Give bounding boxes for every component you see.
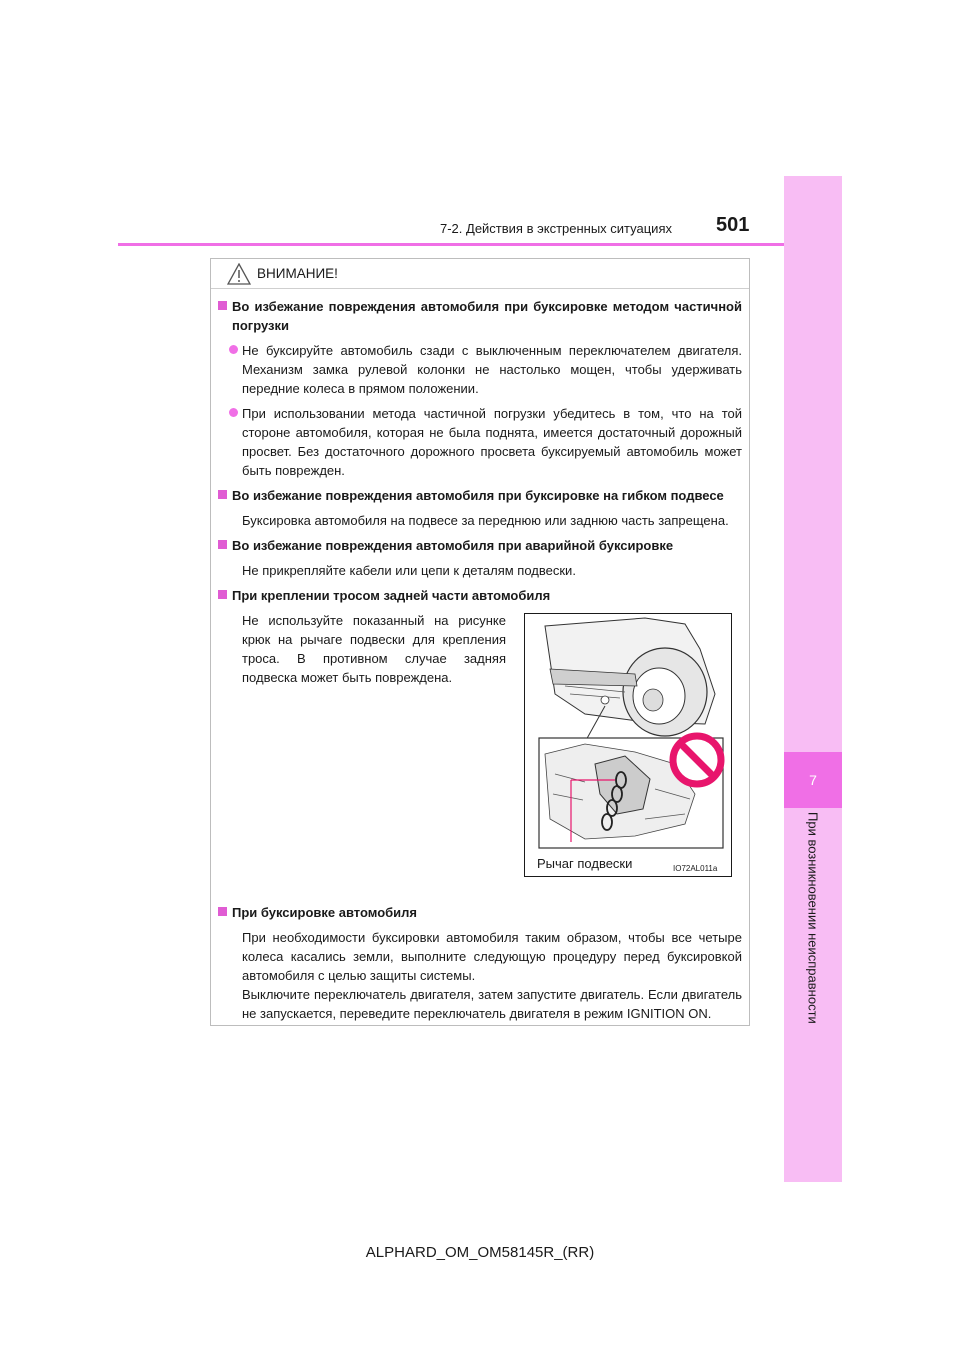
warning-triangle-icon xyxy=(227,263,251,285)
square-bullet-icon xyxy=(218,907,227,916)
section-title xyxy=(218,486,742,505)
square-bullet-icon xyxy=(218,490,227,499)
section-title xyxy=(218,297,742,335)
figure-label: Рычаг подвески xyxy=(537,856,633,871)
circle-bullet-icon xyxy=(229,408,238,417)
section-text: При необходимости буксировки автомобиля таким образом, чтобы все четыре колеса касались земли, выполните следующую процедуру перед буксировкой автомобиля с целью защиты системы. xyxy=(242,930,742,983)
section-text: Не используйте показанный на рисунке крюк на рычаге подвески для крепления троса. В противном случае задняя подвеска может быть повреждена. xyxy=(242,613,506,685)
chapter-number: 7 xyxy=(784,752,842,808)
section-text: Выключите переключатель двигателя, затем запустите двигатель. Если двигатель не запускается, переведите переключатель двигателя в режим IGNITION ON. xyxy=(242,987,742,1021)
warning-header xyxy=(211,259,749,289)
section-text: Буксировка автомобиля на подвесе за переднюю или заднюю часть запрещена. xyxy=(242,513,729,528)
suspension-arm-illustration xyxy=(524,613,732,877)
section-title xyxy=(218,903,742,922)
section-title-text: Во избежание повреждения автомобиля при буксировке методом частичной погрузки xyxy=(232,299,742,333)
section-title xyxy=(218,536,742,555)
section-text: Не прикрепляйте кабели или цепи к деталям подвески. xyxy=(242,563,576,578)
section-title xyxy=(218,586,742,605)
figure-row xyxy=(218,611,742,893)
section-title-text: При буксировке автомобиля xyxy=(232,905,418,920)
chapter-title: При возникновении неисправности xyxy=(805,812,821,1024)
list-item-text: Не буксируйте автомобиль сзади с выключенным переключателем двигателя. Механизм замка рулевой колонки не настолько мощен, чтобы удерживать передние колеса в прямом положении. xyxy=(242,343,742,396)
section-header-title: 7-2. Действия в экстренных ситуациях xyxy=(440,221,672,236)
section-title-text: Во избежание повреждения автомобиля при буксировке на гибком подвесе xyxy=(232,488,724,503)
list-item xyxy=(218,341,742,398)
square-bullet-icon xyxy=(218,540,227,549)
square-bullet-icon xyxy=(218,301,227,310)
list-item-text: При использовании метода частичной погрузки убедитесь в том, что на той стороне автомобиля, которая не была поднята, имеется достаточный дорожный просвет. Без достаточного дорожного просвета буксируемый автомобиль может быть поврежден. xyxy=(242,406,742,478)
circle-bullet-icon xyxy=(229,345,238,354)
warning-title: ВНИМАНИЕ! xyxy=(257,266,338,281)
section-title-text: При креплении тросом задней части автомобиля xyxy=(232,588,551,603)
suspension-arm-drawing xyxy=(525,614,731,876)
section-title-text: Во избежание повреждения автомобиля при аварийной буксировке xyxy=(232,538,674,553)
square-bullet-icon xyxy=(218,590,227,599)
page-number: 501 xyxy=(716,214,750,236)
header-divider xyxy=(118,243,784,246)
list-item xyxy=(218,404,742,480)
warning-content xyxy=(218,297,742,1029)
figure-code: IO72AL011a xyxy=(673,864,718,873)
document-code: ALPHARD_OM_OM58145R_(RR) xyxy=(365,1244,595,1261)
